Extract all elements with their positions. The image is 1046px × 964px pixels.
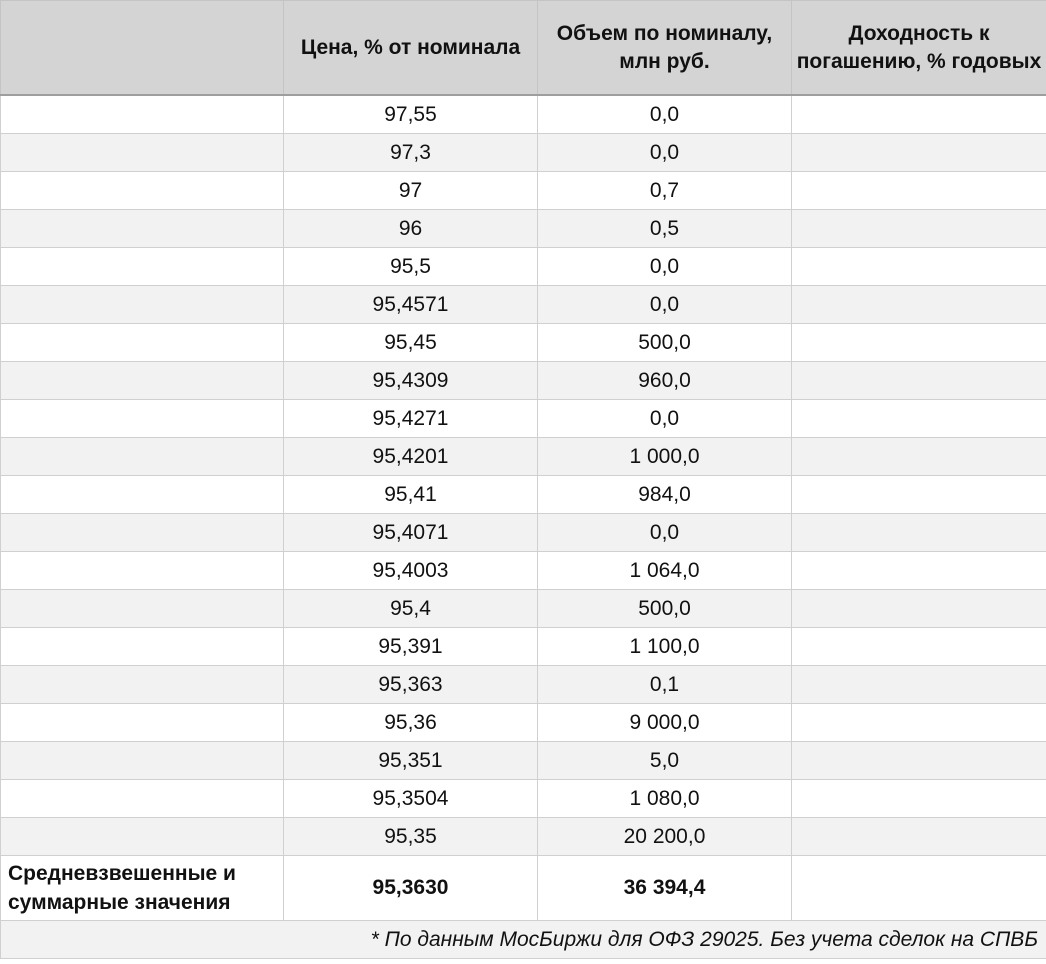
label-cell <box>1 628 284 666</box>
price-cell: 95,4003 <box>284 552 538 590</box>
volume-cell: 500,0 <box>538 590 792 628</box>
label-cell <box>1 476 284 514</box>
yield-cell <box>792 818 1046 856</box>
table-row <box>1 742 1046 780</box>
price-cell: 95,4309 <box>284 362 538 400</box>
label-cell <box>1 552 284 590</box>
yield-cell <box>792 780 1046 818</box>
yield-cell <box>792 438 1046 476</box>
table-row <box>1 780 1046 818</box>
table-row <box>1 324 1046 362</box>
total-price: 95,3630 <box>284 856 538 921</box>
yield-cell <box>792 134 1046 172</box>
table-row <box>1 362 1046 400</box>
volume-cell: 0,0 <box>538 95 792 134</box>
table-row <box>1 286 1046 324</box>
label-cell <box>1 134 284 172</box>
header-volume: Объем по номиналу, млн руб. <box>538 1 792 96</box>
yield-cell <box>792 476 1046 514</box>
yield-cell <box>792 514 1046 552</box>
yield-cell <box>792 704 1046 742</box>
label-cell <box>1 666 284 704</box>
yield-cell <box>792 590 1046 628</box>
price-cell: 95,4071 <box>284 514 538 552</box>
label-cell <box>1 590 284 628</box>
yield-cell <box>792 95 1046 134</box>
label-cell <box>1 324 284 362</box>
label-cell <box>1 438 284 476</box>
table-row <box>1 476 1046 514</box>
price-cell: 97 <box>284 172 538 210</box>
volume-cell: 1 000,0 <box>538 438 792 476</box>
volume-cell: 984,0 <box>538 476 792 514</box>
yield-cell <box>792 666 1046 704</box>
volume-cell: 960,0 <box>538 362 792 400</box>
yield-cell <box>792 172 1046 210</box>
table-row <box>1 438 1046 476</box>
volume-cell: 0,5 <box>538 210 792 248</box>
yield-cell <box>792 248 1046 286</box>
volume-cell: 0,1 <box>538 666 792 704</box>
volume-cell: 0,0 <box>538 134 792 172</box>
yield-cell <box>792 210 1046 248</box>
volume-cell: 0,7 <box>538 172 792 210</box>
label-cell <box>1 742 284 780</box>
label-cell <box>1 514 284 552</box>
price-cell: 96 <box>284 210 538 248</box>
total-label: Средневзвешенные и суммарные значения <box>1 856 284 921</box>
yield-cell <box>792 324 1046 362</box>
table-row <box>1 134 1046 172</box>
price-cell: 97,55 <box>284 95 538 134</box>
table-row <box>1 818 1046 856</box>
yield-cell <box>792 400 1046 438</box>
footnote: * По данным МосБиржи для ОФЗ 29025. Без учета сделок на СПВБ <box>1 921 1046 959</box>
price-cell: 95,351 <box>284 742 538 780</box>
price-cell: 95,4 <box>284 590 538 628</box>
table-row <box>1 590 1046 628</box>
volume-cell: 0,0 <box>538 400 792 438</box>
header-empty-cell <box>1 1 284 96</box>
label-cell <box>1 210 284 248</box>
table-row <box>1 552 1046 590</box>
table-row <box>1 666 1046 704</box>
table-header-row <box>1 1 1046 96</box>
table-row <box>1 514 1046 552</box>
total-yield <box>792 856 1046 921</box>
volume-cell: 0,0 <box>538 514 792 552</box>
yield-cell <box>792 628 1046 666</box>
table-row <box>1 704 1046 742</box>
price-cell: 95,41 <box>284 476 538 514</box>
volume-cell: 5,0 <box>538 742 792 780</box>
label-cell <box>1 286 284 324</box>
price-cell: 95,5 <box>284 248 538 286</box>
total-row <box>1 856 1046 921</box>
label-cell <box>1 248 284 286</box>
footnote-row <box>1 921 1046 959</box>
volume-cell: 1 080,0 <box>538 780 792 818</box>
label-cell <box>1 172 284 210</box>
yield-cell <box>792 362 1046 400</box>
label-cell <box>1 780 284 818</box>
label-cell <box>1 704 284 742</box>
table-row <box>1 628 1046 666</box>
table-row <box>1 400 1046 438</box>
volume-cell: 0,0 <box>538 286 792 324</box>
yield-cell <box>792 742 1046 780</box>
label-cell <box>1 362 284 400</box>
price-cell: 95,391 <box>284 628 538 666</box>
price-cell: 97,3 <box>284 134 538 172</box>
header-yield: Доходность к погашению, % годовых <box>792 1 1046 96</box>
price-cell: 95,45 <box>284 324 538 362</box>
price-cell: 95,4271 <box>284 400 538 438</box>
yield-cell <box>792 286 1046 324</box>
table-row <box>1 210 1046 248</box>
label-cell <box>1 95 284 134</box>
volume-cell: 1 064,0 <box>538 552 792 590</box>
table-body <box>1 95 1046 959</box>
volume-cell: 9 000,0 <box>538 704 792 742</box>
header-price: Цена, % от номинала <box>284 1 538 96</box>
label-cell <box>1 400 284 438</box>
price-cell: 95,3504 <box>284 780 538 818</box>
label-cell <box>1 818 284 856</box>
price-cell: 95,4201 <box>284 438 538 476</box>
volume-cell: 0,0 <box>538 248 792 286</box>
price-cell: 95,35 <box>284 818 538 856</box>
table-row <box>1 95 1046 134</box>
volume-cell: 1 100,0 <box>538 628 792 666</box>
volume-cell: 500,0 <box>538 324 792 362</box>
price-cell: 95,4571 <box>284 286 538 324</box>
price-cell: 95,36 <box>284 704 538 742</box>
table-row <box>1 172 1046 210</box>
table-row <box>1 248 1046 286</box>
price-cell: 95,363 <box>284 666 538 704</box>
yield-cell <box>792 552 1046 590</box>
total-volume: 36 394,4 <box>538 856 792 921</box>
volume-cell: 20 200,0 <box>538 818 792 856</box>
